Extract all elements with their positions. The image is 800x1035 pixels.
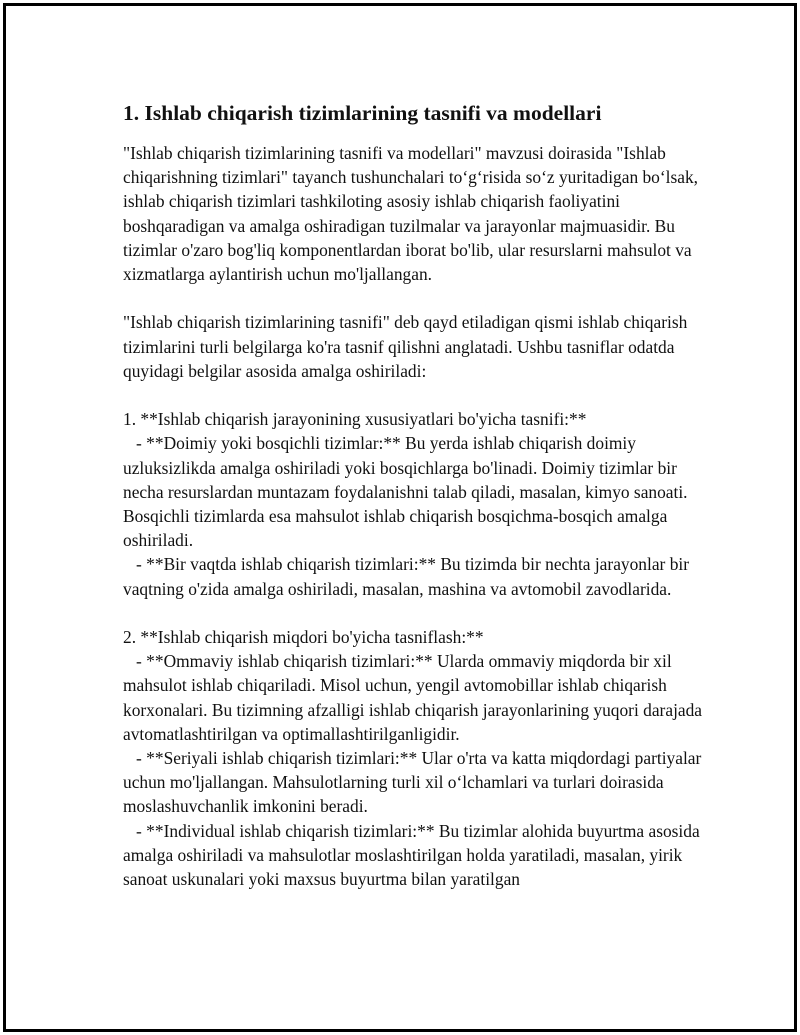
page-frame bbox=[3, 3, 797, 1032]
paragraph-spacer bbox=[123, 383, 703, 407]
paragraph-spacer bbox=[123, 286, 703, 310]
list-item-production-volume: 2. **Ishlab chiqarish miqdori bo'yicha tasniflash:** - **Ommaviy ishlab chiqarish tizimlari:** Ularda ommaviy miqdorda bir xil mahsulot ishlab chiqariladi. Misol uchun, yengil avtomobillar ishlab chiqarish korxonalari. Bu tizimning afzalligi ishlab chiqarish jarayonlarining yuqori darajada avtomatlashtirilgan va optimallashtirilganligidir. - **Seriyali ishlab chiqarish tizimlari:** Ular o'rta va katta miqdordagi partiyalar uchun mo'ljallangan. Mahsulotlarning turli xil o‘lchamlari va turlari doirasida moslashuvchanlik imkonini beradi. - **Individual ishlab chiqarish tizimlari:** Bu tizimlar alohida buyurtma asosida amalga oshiriladi va mahsulotlar moslashtirilgan holda yaratiladi, masalan, yirik sanoat uskunalari yoki maxsus buyurtma bilan yaratilgan bbox=[123, 627, 703, 890]
list-item-process-types: 1. **Ishlab chiqarish jarayonining xususiyatlari bo'yicha tasnifi:** - **Doimiy yoki bosqichli tizimlar:** Bu yerda ishlab chiqarish doimiy uzluksizlikda amalga oshiriladi yoki bosqichlarga bo'linadi. Doimiy tizimlar bir necha resurslardan muntazam foydalanishni talab qiladi, masalan, kimyo sanoati. Bosqichli tizimlarda esa mahsulot ishlab chiqarish bosqichma-bosqich amalga oshiriladi. - **Bir vaqtda ishlab chiqarish tizimlari:** Bu tizimda bir nechta jarayonlar bir vaqtning o'zida amalga oshiriladi, masalan, mashina va avtomobil zavodlarida. bbox=[123, 409, 690, 599]
paragraph-intro: "Ishlab chiqarish tizimlarining tasnifi va modellari" mavzusi doirasida "Ishlab chiqarishning tizimlari" tayanch tushunchalari to‘g‘risida so‘z yuritadigan bo‘lsak, ishlab chiqarish tizimlari tashkiloting asosiy ishlab chiqarish faoliyatini boshqaradigan va amalga oshiradigan tuzilmalar va jarayonlar majmuasidir. Bu tizimlar o'zaro bog'liq komponentlardan iborat bo'lib, ular resurslarni mahsulot va xizmatlarga aylantirish uchun mo'ljallangan. bbox=[123, 143, 703, 285]
document-body bbox=[123, 99, 703, 891]
paragraph-spacer bbox=[123, 601, 703, 625]
paragraph-classification: "Ishlab chiqarish tizimlarining tasnifi" deb qayd etiladigan qismi ishlab chiqarish tizimlarini turli belgilarga ko'ra tasnif qilishni anglatadi. Ushbu tasniflar odatda quyidagi belgilar asosida amalga oshiriladi: bbox=[123, 312, 692, 381]
page-title: 1. Ishlab chiqarish tizimlarining tasnifi va modellari bbox=[123, 101, 602, 125]
